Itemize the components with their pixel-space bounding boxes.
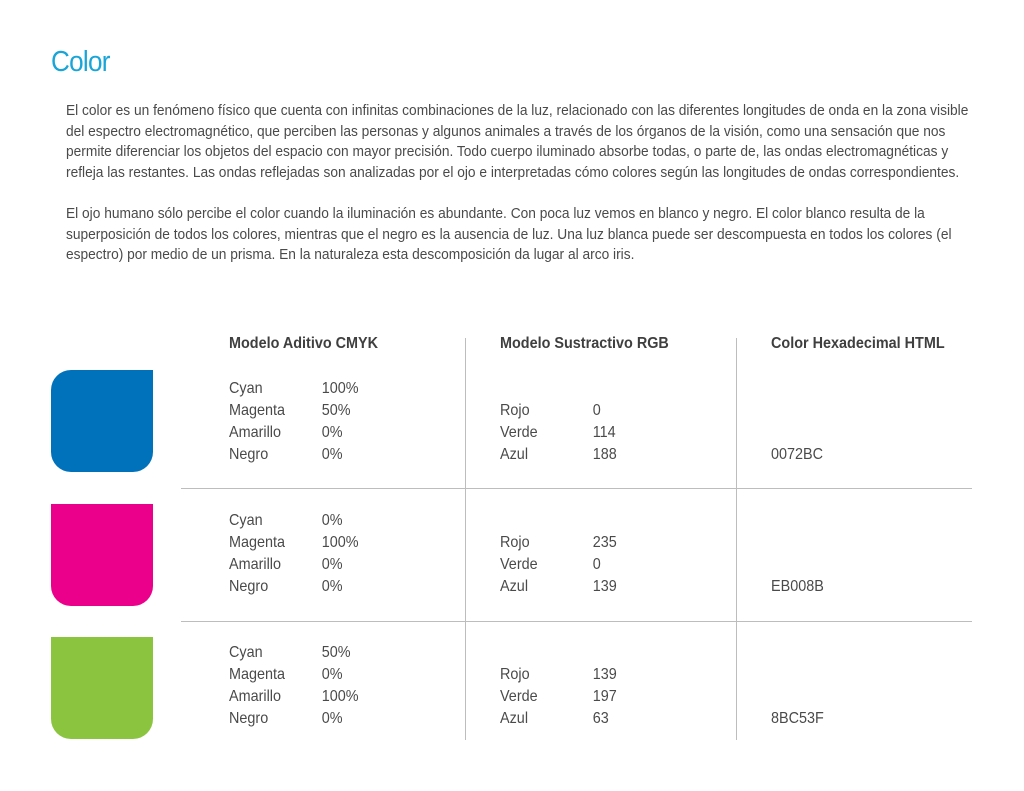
color-swatch [51, 370, 153, 472]
cmyk-label: Negro [229, 710, 269, 727]
cmyk-values [229, 378, 359, 466]
cmyk-row [229, 664, 359, 686]
rgb-label: Azul [500, 578, 529, 595]
cmyk-label: Magenta [229, 402, 286, 419]
rgb-label: Azul [500, 446, 529, 463]
color-swatch [51, 637, 153, 739]
cmyk-value: 0% [321, 710, 343, 727]
cmyk-value: 0% [321, 578, 343, 595]
header-cmyk: Modelo Aditivo CMYK [229, 335, 379, 352]
rgb-row [500, 422, 617, 444]
rgb-row [500, 708, 617, 730]
rgb-label: Verde [500, 688, 538, 705]
cmyk-value: 0% [321, 666, 343, 683]
rgb-row [500, 576, 617, 598]
rgb-value: 0 [592, 556, 601, 573]
rgb-row [500, 554, 617, 576]
divider-horizontal [181, 621, 972, 622]
paragraph-1: El color es un fenómeno físico que cuenta con infinitas combinaciones de la luz, relacionado con las diferentes longitudes de onda en la zona visible del espectro electromagnético, que perciben las personas y algunos animales a través de los órganos de la visión, como una sensación que nos permite diferenciar los objetos del espacio con mayor precisión. Todo cuerpo iluminado absorbe todas, o parte de, las ondas electromagnéticas y refleja las restantes. Las ondas reflejadas son analizadas por el ojo e interpretadas cómo colores según las longitudes de ondas correspondientes. [66, 102, 969, 181]
cmyk-row [229, 444, 359, 466]
rgb-value: 0 [592, 402, 601, 419]
cmyk-row [229, 400, 359, 422]
cmyk-row [229, 532, 359, 554]
cmyk-value: 50% [321, 644, 351, 661]
cmyk-value: 0% [321, 424, 343, 441]
cmyk-values [229, 642, 359, 730]
cmyk-label: Cyan [229, 512, 263, 529]
cmyk-value: 100% [321, 688, 359, 705]
cmyk-label: Cyan [229, 644, 263, 661]
rgb-label: Rojo [500, 402, 530, 419]
rgb-value: 197 [592, 688, 617, 705]
rgb-row [500, 532, 617, 554]
rgb-values [500, 532, 617, 598]
header-rgb: Modelo Sustractivo RGB [500, 335, 669, 352]
cmyk-row [229, 510, 359, 532]
color-swatch [51, 504, 153, 606]
cmyk-value: 0% [321, 446, 343, 463]
cmyk-value: 100% [321, 534, 359, 551]
rgb-label: Rojo [500, 666, 530, 683]
paragraph-2: El ojo humano sólo percibe el color cuando la iluminación es abundante. Con poca luz vemos en blanco y negro. El color blanco resulta de la superposición de todos los colores, mientras que el negro es la ausencia de luz. Una luz blanca puede ser descompuesta en todos los colores (el espectro) por medio de un prisma. En la naturaleza esta descomposición da lugar al arco iris. [66, 205, 952, 263]
cmyk-value: 50% [321, 402, 351, 419]
cmyk-row [229, 708, 359, 730]
cmyk-label: Amarillo [229, 688, 282, 705]
cmyk-value: 0% [321, 556, 343, 573]
rgb-row [500, 444, 617, 466]
rgb-row [500, 400, 617, 422]
cmyk-label: Magenta [229, 534, 286, 551]
cmyk-row [229, 642, 359, 664]
cmyk-label: Amarillo [229, 424, 282, 441]
rgb-value: 63 [592, 710, 609, 727]
hex-value: EB008B [771, 578, 824, 595]
cmyk-label: Cyan [229, 380, 263, 397]
cmyk-row [229, 422, 359, 444]
rgb-row [500, 664, 617, 686]
rgb-label: Azul [500, 710, 529, 727]
cmyk-row [229, 554, 359, 576]
cmyk-label: Amarillo [229, 556, 282, 573]
hex-value: 0072BC [771, 446, 824, 463]
rgb-value: 139 [592, 666, 617, 683]
rgb-label: Rojo [500, 534, 530, 551]
cmyk-label: Magenta [229, 666, 286, 683]
cmyk-label: Negro [229, 578, 269, 595]
hex-value: 8BC53F [771, 710, 824, 727]
rgb-value: 235 [592, 534, 617, 551]
intro-text [66, 101, 971, 287]
cmyk-value: 100% [321, 380, 359, 397]
divider-vertical [736, 338, 737, 740]
rgb-value: 188 [592, 446, 617, 463]
cmyk-value: 0% [321, 512, 343, 529]
cmyk-label: Negro [229, 446, 269, 463]
divider-horizontal [181, 488, 972, 489]
cmyk-row [229, 378, 359, 400]
rgb-label: Verde [500, 556, 538, 573]
rgb-row [500, 686, 617, 708]
page-title: Color [51, 46, 110, 78]
header-hex: Color Hexadecimal HTML [771, 335, 945, 352]
rgb-values [500, 664, 617, 730]
divider-vertical [465, 338, 466, 740]
rgb-values [500, 400, 617, 466]
rgb-value: 114 [592, 424, 616, 441]
cmyk-row [229, 686, 359, 708]
cmyk-values [229, 510, 359, 598]
cmyk-row [229, 576, 359, 598]
rgb-label: Verde [500, 424, 538, 441]
rgb-value: 139 [592, 578, 617, 595]
